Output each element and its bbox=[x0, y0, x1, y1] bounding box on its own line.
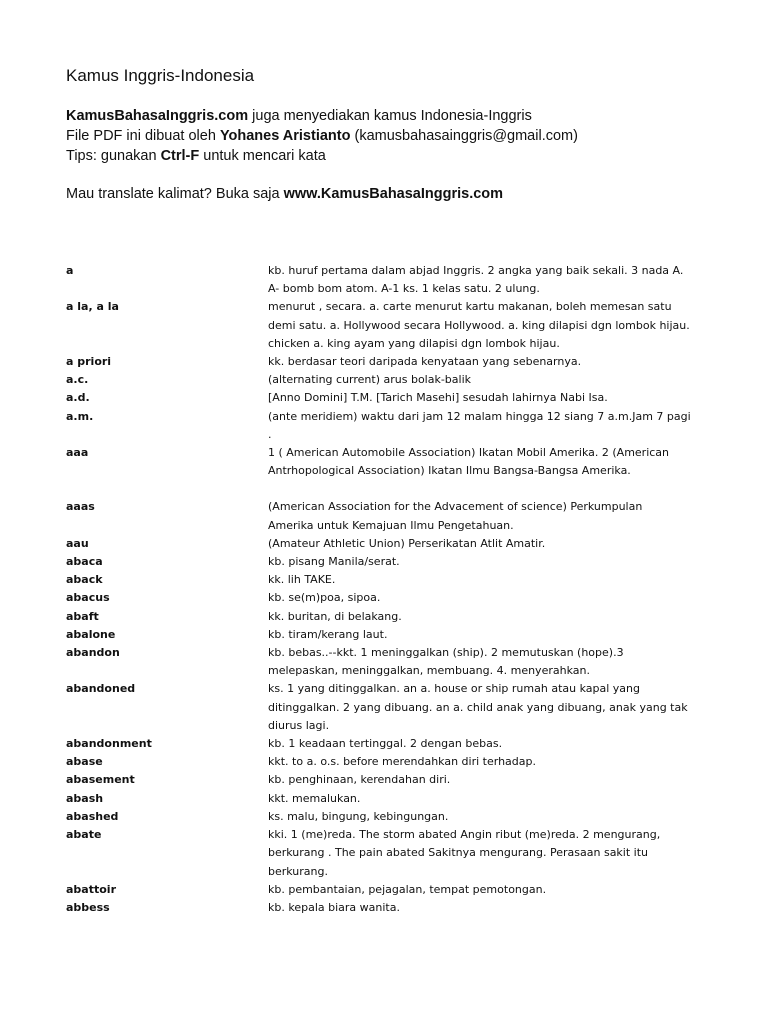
dictionary-entry bbox=[66, 571, 716, 589]
entry-gap bbox=[66, 480, 716, 498]
dictionary-entry bbox=[66, 626, 716, 644]
dictionary-entry bbox=[66, 535, 716, 553]
entry-term: abasement bbox=[66, 773, 135, 787]
entry-term: abashed bbox=[66, 809, 119, 823]
definition-line: menurut , secara. a. carte menurut kartu makanan, boleh memesan satu bbox=[268, 300, 672, 314]
entry-term: a.d. bbox=[66, 391, 90, 405]
document-title: Kamus Inggris-Indonesia bbox=[66, 66, 255, 85]
definition-line: kkt. to a. o.s. before merendahkan diri terhadap. bbox=[268, 755, 536, 769]
definition-line: diurus lagi. bbox=[268, 718, 330, 732]
entry-term: abaft bbox=[66, 609, 99, 623]
entry-term: abash bbox=[66, 791, 104, 805]
definition-line: kb. tiram/kerang laut. bbox=[268, 627, 388, 641]
definition-line: (American Association for the Advacement of science) Perkumpulan bbox=[268, 500, 643, 514]
entry-term: abacus bbox=[66, 591, 110, 605]
entry-definition bbox=[268, 790, 716, 808]
entry-definition bbox=[268, 498, 716, 534]
definition-line: 1 ( American Automobile Association) Ikatan Mobil Amerika. 2 (American bbox=[268, 446, 670, 460]
site-name: KamusBahasaInggris.com bbox=[66, 108, 249, 124]
entry-term: aau bbox=[66, 536, 89, 550]
dictionary-entry bbox=[66, 389, 716, 407]
dictionary-entry bbox=[66, 353, 716, 371]
definition-line: kki. 1 (me)reda. The storm abated Angin ribut (me)reda. 2 mengurang, bbox=[268, 828, 661, 842]
definition-line: demi satu. a. Hollywood secara Hollywood. a. king dilapisi dgn lombok hijau. bbox=[268, 318, 690, 332]
author-prefix: File PDF ini dibuat oleh bbox=[66, 128, 220, 144]
dictionary-entry bbox=[66, 408, 716, 444]
dictionary-entry bbox=[66, 444, 716, 480]
dictionary-entry bbox=[66, 298, 716, 353]
entry-definition bbox=[268, 262, 716, 298]
entry-term: a bbox=[66, 264, 74, 277]
entry-definition bbox=[268, 389, 716, 407]
entry-definition bbox=[268, 353, 716, 371]
definition-line: kb. bebas..--kkt. 1 meninggalkan (ship). 2 memutuskan (hope).3 bbox=[268, 646, 624, 660]
entry-definition bbox=[268, 571, 716, 589]
translate-url[interactable]: www.KamusBahasaInggris.com bbox=[283, 186, 504, 202]
dictionary-entry bbox=[66, 608, 716, 626]
definition-line: kb. se(m)poa, sipoa. bbox=[268, 591, 381, 605]
definition-line: . bbox=[268, 427, 272, 441]
entry-definition bbox=[268, 899, 716, 917]
author-email: (kamusbahasainggris@gmail.com) bbox=[350, 128, 578, 144]
definition-line: (ante meridiem) waktu dari jam 12 malam hingga 12 siang 7 a.m.Jam 7 pagi bbox=[268, 409, 691, 423]
entry-term: abattoir bbox=[66, 882, 116, 896]
definition-line: chicken a. king ayam yang dilapisi dgn lombok hijau. bbox=[268, 336, 560, 350]
entry-definition bbox=[268, 735, 716, 753]
entry-term: a la, a la bbox=[66, 300, 119, 314]
definition-line: Antrhopological Association) Ikatan Ilmu Bangsa-Bangsa Amerika. bbox=[268, 464, 631, 478]
entry-definition bbox=[268, 808, 716, 826]
entry-term: a.m. bbox=[66, 409, 94, 423]
dictionary-entry bbox=[66, 644, 716, 680]
dictionary-entry bbox=[66, 371, 716, 389]
entry-definition bbox=[268, 371, 716, 389]
document-header bbox=[66, 66, 726, 204]
intro-line-author bbox=[66, 126, 726, 146]
entry-term: aaas bbox=[66, 500, 95, 514]
dictionary-entry bbox=[66, 498, 716, 534]
definition-line: kb. pembantaian, pejagalan, tempat pemotongan. bbox=[268, 882, 547, 896]
definition-line: Amerika untuk Kemajuan Ilmu Pengetahuan. bbox=[268, 518, 514, 532]
entry-term: abalone bbox=[66, 627, 116, 641]
entry-definition bbox=[268, 626, 716, 644]
entry-term: abate bbox=[66, 828, 102, 842]
dictionary-entry bbox=[66, 899, 716, 917]
intro-line-tips bbox=[66, 146, 726, 166]
entry-definition bbox=[268, 553, 716, 571]
entry-term: abbess bbox=[66, 900, 110, 914]
definition-line: kb. huruf pertama dalam abjad Inggris. 2 angka yang baik sekali. 3 nada A. bbox=[268, 264, 684, 277]
definition-line: [Anno Domini] T.M. [Tarich Masehi] sesudah lahirnya Nabi Isa. bbox=[268, 391, 608, 405]
definition-line: (alternating current) arus bolak-balik bbox=[268, 373, 472, 387]
definition-line: kb. pisang Manila/serat. bbox=[268, 555, 400, 569]
definition-line: kk. buritan, di belakang. bbox=[268, 609, 402, 623]
author-name: Yohanes Aristianto bbox=[219, 128, 351, 144]
entry-definition bbox=[268, 408, 716, 444]
entry-term: a priori bbox=[66, 355, 112, 369]
dictionary-entry bbox=[66, 262, 716, 298]
dictionary-entry bbox=[66, 808, 716, 826]
entry-term: abaca bbox=[66, 555, 103, 569]
entry-definition bbox=[268, 753, 716, 771]
definition-line: (Amateur Athletic Union) Perserikatan Atlit Amatir. bbox=[268, 536, 546, 550]
entry-term: aaa bbox=[66, 446, 89, 460]
entry-term: abase bbox=[66, 755, 103, 769]
entry-definition bbox=[268, 298, 716, 353]
tips-prefix: Tips: gunakan bbox=[66, 148, 161, 164]
entry-definition bbox=[268, 608, 716, 626]
tips-suffix: untuk mencari kata bbox=[199, 148, 326, 164]
entry-term: aback bbox=[66, 573, 103, 587]
entry-term: abandon bbox=[66, 646, 120, 660]
entry-term: a.c. bbox=[66, 373, 89, 387]
dictionary-entry bbox=[66, 553, 716, 571]
intro-line-site bbox=[66, 106, 726, 126]
translate-prefix: Mau translate kalimat? Buka saja bbox=[66, 186, 284, 202]
definition-line: melepaskan, meninggalkan, membuang. 4. menyerahkan. bbox=[268, 664, 590, 678]
entry-term: abandonment bbox=[66, 737, 152, 751]
definition-line: kk. lih TAKE. bbox=[268, 573, 336, 587]
dictionary-entry bbox=[66, 753, 716, 771]
intro-line-translate bbox=[66, 184, 726, 204]
entry-term: abandoned bbox=[66, 682, 136, 696]
entry-definition bbox=[268, 771, 716, 789]
dictionary-entry bbox=[66, 589, 716, 607]
dictionary-list bbox=[66, 262, 716, 917]
dictionary-entry bbox=[66, 881, 716, 899]
definition-line: ditinggalkan. 2 yang dibuang. an a. child anak yang dibuang, anak yang tak bbox=[268, 700, 688, 714]
definition-line: A- bomb bom atom. A-1 ks. 1 kelas satu. 2 ulung. bbox=[268, 282, 540, 296]
entry-definition bbox=[268, 444, 716, 480]
dictionary-entry bbox=[66, 735, 716, 753]
definition-line: berkurang . The pain abated Sakitnya mengurang. Perasaan sakit itu bbox=[268, 846, 649, 860]
dictionary-entry bbox=[66, 771, 716, 789]
dictionary-entry bbox=[66, 680, 716, 735]
definition-line: kb. 1 keadaan tertinggal. 2 dengan bebas. bbox=[268, 737, 503, 751]
dictionary-entry bbox=[66, 790, 716, 808]
definition-line: ks. malu, bingung, kebingungan. bbox=[268, 809, 449, 823]
definition-line: berkurang. bbox=[268, 864, 328, 878]
entry-definition bbox=[268, 589, 716, 607]
definition-line: kb. penghinaan, kerendahan diri. bbox=[268, 773, 451, 787]
entry-definition bbox=[268, 826, 716, 881]
definition-line: kk. berdasar teori daripada kenyataan yang sebenarnya. bbox=[268, 355, 582, 369]
entry-definition bbox=[268, 644, 716, 680]
entry-definition bbox=[268, 680, 716, 735]
site-note: juga menyediakan kamus Indonesia-Inggris bbox=[248, 108, 532, 124]
entry-definition bbox=[268, 881, 716, 899]
definition-line: kkt. memalukan. bbox=[268, 791, 361, 805]
dictionary-entry bbox=[66, 826, 716, 881]
definition-line: ks. 1 yang ditinggalkan. an a. house or ship rumah atau kapal yang bbox=[268, 682, 640, 696]
tips-key: Ctrl-F bbox=[160, 148, 200, 164]
definition-line: kb. kepala biara wanita. bbox=[268, 900, 400, 914]
entry-definition bbox=[268, 535, 716, 553]
